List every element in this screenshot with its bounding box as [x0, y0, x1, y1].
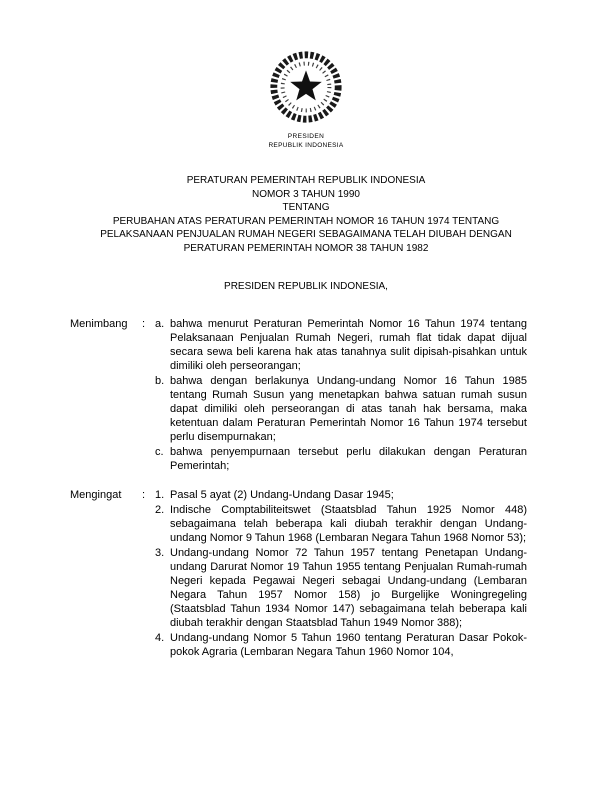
section-colon: :: [142, 489, 146, 501]
item-text: bahwa dengan berlakunya Undang-undang Nomor 16 Tahun 1985 tentang Rumah Susun yang menetapkan bahwa satuan rumah susun dapat dimiliki oleh perseorangan di atas tanah hak bersama, maka ketentuan dalam Peraturan Pemerintah Nomor 16 Tahun 1974 tersebut perlu disempurnakan;: [170, 375, 527, 443]
salutation: PRESIDEN REPUBLIK INDONESIA,: [224, 281, 388, 292]
section-label: Menimbang: [70, 318, 128, 330]
item-marker: 1.: [155, 489, 165, 501]
list-item: [155, 374, 527, 444]
section-items: [155, 488, 527, 659]
item-text: Pasal 5 ayat (2) Undang-Undang Dasar 1945;: [170, 489, 394, 501]
section-items: [155, 317, 527, 473]
title-line-number: NOMOR 3 TAHUN 1990: [252, 188, 360, 200]
item-marker: b.: [155, 375, 165, 387]
section-menimbang: [70, 317, 527, 473]
item-text: bahwa penyempurnaan tersebut perlu dilakukan dengan Peraturan Pemerintah;: [170, 446, 527, 472]
item-text: Undang-undang Nomor 5 Tahun 1960 tentang Peraturan Dasar Pokok- pokok Agraria (Lembaran Negara Tahun 1960 Nomor 104,: [170, 632, 527, 658]
title-line-subject-2: PELAKSANAAN PENJUALAN RUMAH NEGERI SEBAGAIMANA TELAH DIUBAH DENGAN: [100, 229, 512, 240]
list-item: [155, 503, 527, 545]
list-item: [155, 546, 527, 630]
item-marker: 4.: [155, 632, 165, 644]
section-mengingat: [70, 488, 527, 659]
list-item: [155, 488, 527, 502]
title-line-regulation: PERATURAN PEMERINTAH REPUBLIK INDONESIA: [186, 175, 426, 186]
presidential-seal-icon: [267, 48, 345, 126]
item-text: bahwa menurut Peraturan Pemerintah Nomor 16 Tahun 1974 tentang Pelaksanaan Penjualan Rumah Negeri, rumah flat tidak dapat dijual secara sewa beli karena hak atas tanahnya sulit dipisah-pisahkan untuk dimiliki oleh perseorangan;: [170, 318, 527, 372]
title-block: [0, 174, 612, 255]
item-marker: a.: [155, 318, 165, 330]
letterhead: [0, 48, 612, 149]
title-line-subject-1: PERUBAHAN ATAS PERATURAN PEMERINTAH NOMOR 16 TAHUN 1974 TENTANG: [112, 215, 500, 227]
letterhead-presiden-label: PRESIDEN: [287, 133, 325, 140]
title-line-subject-3: PERATURAN PEMERINTAH NOMOR 38 TAHUN 1982: [183, 242, 429, 254]
list-item: [155, 445, 527, 473]
section-label: Mengingat: [70, 489, 122, 501]
title-line-tentang: TENTANG: [282, 202, 330, 213]
section-colon: :: [142, 318, 146, 330]
list-item: [155, 317, 527, 373]
letterhead-republik-label: REPUBLIK INDONESIA: [268, 142, 344, 149]
item-text: Undang-undang Nomor 72 Tahun 1957 tentang Penetapan Undang-undang Darurat Nomor 19 Tahun 1955 tentang Penjualan Rumah-rumah Negeri kepada Pegawai Negeri sebagai Undang-undang (Lembaran Negara Tahun 1957 Nomor 158) jo Burgelijke Woningregeling (Staatsblad Tahun 1934 Nomor 147) sebagaimana telah beberapa kali diubah terakhir dengan Staatsblad Tahun 1949 Nomor 388);: [170, 547, 527, 629]
item-text: Indische Comptabiliteitswet (Staatsblad Tahun 1925 Nomor 448) sebagaimana telah beberapa kali diubah terakhir dengan Undang-undang Nomor 9 Tahun 1968 (Lembaran Negara Tahun 1968 Nomor 53);: [170, 504, 527, 544]
list-item: [155, 631, 527, 659]
item-marker: 3.: [155, 547, 165, 559]
item-marker: c.: [155, 446, 164, 458]
item-marker: 2.: [155, 504, 165, 516]
